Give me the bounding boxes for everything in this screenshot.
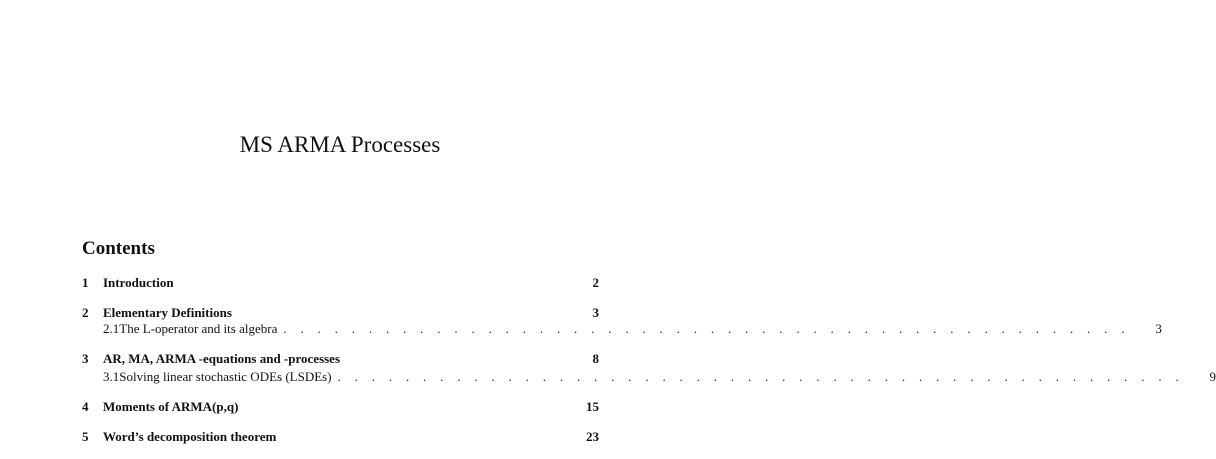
toc-entry-lsdes[interactable] (82, 369, 1216, 385)
toc-section-title: Moments of ARMA(p,q) (103, 399, 239, 414)
toc-page-number: 9 (1209, 369, 1216, 384)
toc-page-number: 23 (586, 429, 599, 444)
toc-page-number: 8 (592, 351, 599, 366)
document-title: MS ARMA Processes (239, 132, 441, 157)
toc-section-title: AR, MA, ARMA -equations and -processes (103, 351, 341, 366)
toc-entry-introduction[interactable] (82, 275, 599, 291)
toc-subsection-title: The L-operator and its algebra (119, 321, 278, 336)
toc-entry-decomposition-theorem[interactable] (82, 429, 599, 445)
toc-subsection-title: Solving linear stochastic ODEs (LSDEs) (119, 369, 332, 384)
toc-entry-l-operator[interactable] (82, 321, 1162, 337)
toc-entry-ar-ma-arma[interactable] (82, 351, 599, 367)
toc-section-number: 5 (82, 429, 89, 444)
toc-section-title: Elementary Definitions (103, 305, 232, 320)
toc-dot-leader: . . . . . . . . . . . . . . . . . . . . . . . . . . . . . . . . . . . . . . . . . . . . . . . . . . (337, 369, 1185, 384)
contents-heading: Contents (82, 238, 155, 259)
toc-section-number: 3 (82, 351, 89, 366)
toc-page-number: 15 (586, 399, 599, 414)
toc-page-number: 3 (592, 305, 599, 320)
toc-section-number: 4 (82, 399, 89, 414)
toc-subsection-number: 2.1 (103, 321, 120, 336)
toc-section-title: Word’s decomposition theorem (103, 429, 277, 444)
toc-section-number: 2 (82, 305, 89, 320)
toc-section-number: 1 (82, 275, 89, 290)
toc-section-title: Introduction (103, 275, 174, 290)
toc-subsection-number: 3.1 (103, 369, 120, 384)
toc-entry-elementary-definitions[interactable] (82, 305, 599, 321)
toc-entry-moments-of-arma[interactable] (82, 399, 599, 415)
toc-page-number: 2 (592, 275, 599, 290)
toc-dot-leader: . . . . . . . . . . . . . . . . . . . . . . . . . . . . . . . . . . . . . . . . . . . . . . . . . . (283, 321, 1130, 336)
toc-page-number: 3 (1155, 321, 1162, 336)
